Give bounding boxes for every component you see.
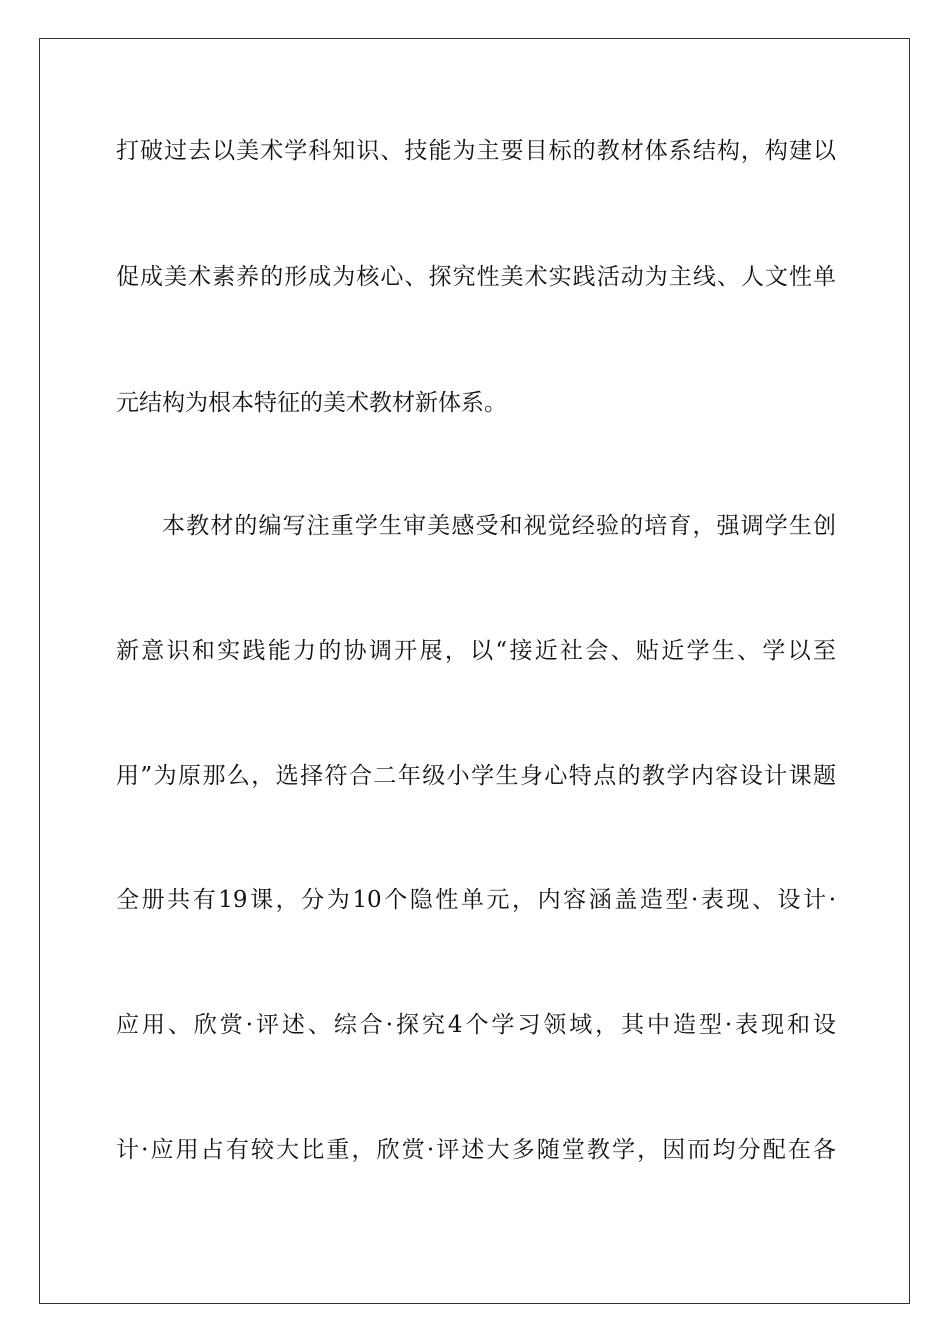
- paragraph-line-4: 本教材的编写注重学生审美感受和视觉经验的培育，强调学生创: [162, 513, 836, 539]
- paragraph-line-1: 打破过去以美术学科知识、技能为主要目标的教材体系结构，构建以: [116, 138, 836, 164]
- paragraph-line-5: 新意识和实践能力的协调开展，以“接近社会、贴近学生、学以至: [116, 638, 836, 664]
- page-border: [39, 38, 910, 1304]
- paragraph-line-3: 元结构为根本特征的美术教材新体系。: [116, 390, 507, 416]
- paragraph-line-6: 用”为原那么，选择符合二年级小学生身心特点的教学内容设计课题: [116, 763, 836, 789]
- paragraph-line-9: 计·应用占有较大比重，欣赏·评述大多随堂教学，因而均分配在各: [116, 1137, 836, 1163]
- paragraph-line-2: 促成美术素养的形成为核心、探究性美术实践活动为主线、人文性单: [116, 264, 836, 290]
- paragraph-line-7: 全册共有19课，分为10个隐性单元，内容涵盖造型·表现、设计·: [116, 887, 836, 913]
- paragraph-line-8: 应用、欣赏·评述、综合·探究4个学习领域，其中造型·表现和设: [116, 1012, 836, 1038]
